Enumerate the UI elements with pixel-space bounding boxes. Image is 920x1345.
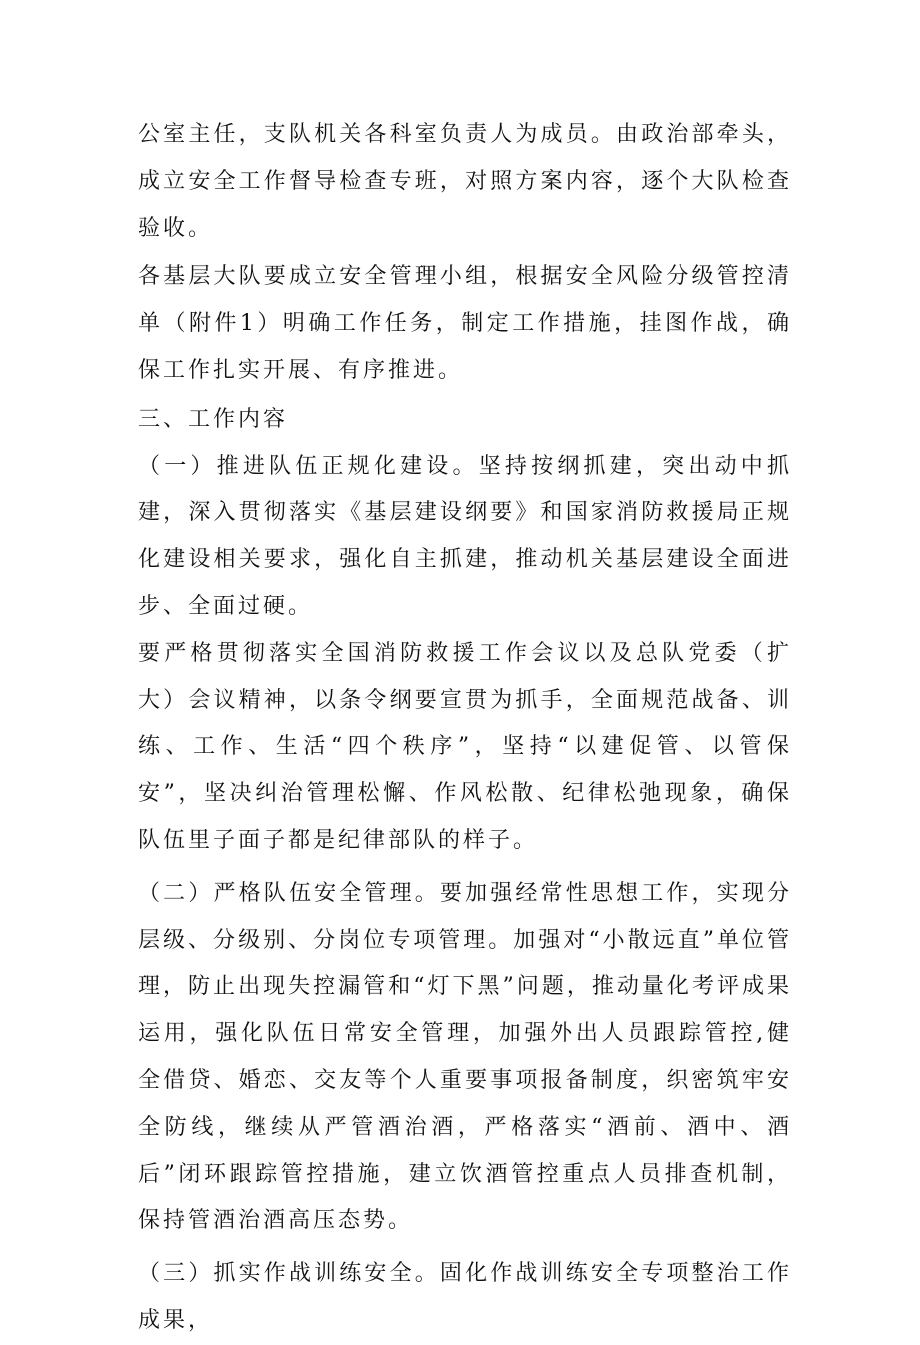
paragraph-safety-management: （二）严格队伍安全管理。要加强经常性思想工作，实现分层级、分级别、分岗位专项管理。加强对“小散远直”单位管理，防止出现失控漏管和“灯下黑”问题，推动量化考评成果运用，强化队伍日常安全管理，加强外出人员跟踪管控,健全借贷、婚恋、交友等个人重要事项报备制度，织密筑牢安全防线，继续从严管酒治酒，严格落实“酒前、酒中、酒后”闭环跟踪管控措施，建立饮酒管控重点人员排查机制，保持管酒治酒高压态势。 [138,880,792,1234]
paragraph-implementation: 要严格贯彻落实全国消防救援工作会议以及总队党委（扩大）会议精神，以条令纲要宣贯为抓手，全面规范战备、训练、工作、生活“四个秩序”，坚持“以建促管、以管保安”，坚决纠治管理松懈、作风松散、纪律松弛现象，确保队伍里子面子都是纪律部队的样子。 [138,640,792,853]
paragraph-training-safety: （三）抓实作战训练安全。固化作战训练安全专项整治工作成果， [138,1261,792,1333]
paragraph-office-director: 公室主任，支队机关各科室负责人为成员。由政治部牵头，成立安全工作督导检查专班，对照方案内容，逐个大队检查验收。 [138,122,792,241]
paragraph-regularization: （一）推进队伍正规化建设。坚持按纲抓建，突出动中抓建，深入贯彻落实《基层建设纲要》和国家消防救援局正规化建设相关要求，强化自主抓建，推动机关基层建设全面进步、全面过硬。 [138,453,792,619]
document-body [138,112,792,1345]
section-heading-work-content: 三、工作内容 [138,406,289,432]
paragraph-grassroots-groups: 各基层大队要成立安全管理小组，根据安全风险分级管控清单（附件1）明确工作任务，制定工作措施，挂图作战，确保工作扎实开展、有序推进。 [138,264,792,383]
